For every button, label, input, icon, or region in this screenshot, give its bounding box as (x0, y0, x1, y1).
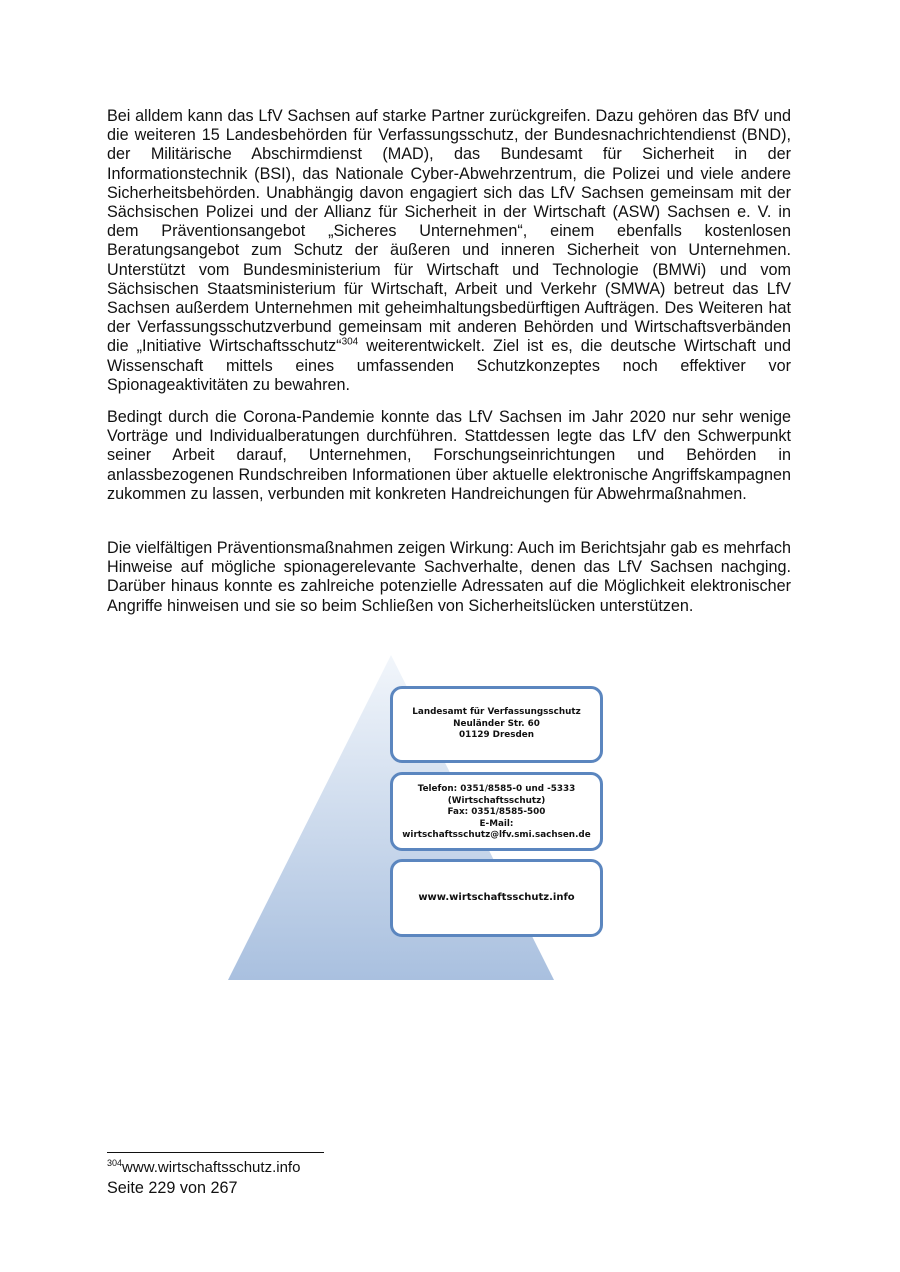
paragraph-prevention-effect: Die vielfältigen Präventionsmaßnahmen zeigen Wirkung: Auch im Berichtsjahr gab es mehrfach Hinweise auf mögliche spionagerelevante Sachverhalte, denen das LfV Sachsen nachging. Darüber hinaus konnte es zahlreiche potenzielle Adressaten auf die Möglichkeit elektronischer Angriffe hinweisen und sie so beim Schließen von Sicherheitslücken unterstützen. (107, 539, 791, 615)
phone-note: (Wirtschaftsschutz) (447, 795, 546, 806)
address-box (390, 686, 603, 763)
paragraph-partners (107, 107, 791, 395)
footnote-link[interactable]: www.wirtschaftsschutz.info (122, 1159, 301, 1176)
page-number: Seite 229 von 267 (107, 1179, 238, 1197)
address-line: 01129 Dresden (458, 730, 535, 741)
footnote-reference[interactable]: 304 (341, 337, 359, 349)
phone-line: Telefon: 0351/8585-0 und -5333 (417, 784, 576, 794)
fax-line: Fax: 0351/8585-500 (447, 807, 546, 817)
paragraph-partners-text: Bei alldem kann das LfV Sachsen auf starke Partner zurückgreifen. Dazu gehören das BfV und die weiteren 15 Landesbehörden für Verfassungsschutz, der Bundesnachrichtendienst (BND), der Militärische Abschirmdienst (MAD), das Bundesamt für Sicherheit in der Informationstechnik (BSI), das Nationale Cyber-Abwehrzentrum, die Polizei und viele andere Sicherheitsbehörden. Unabhängig davon engagiert sich das LfV Sachsen gemeinsam mit der Sächsischen Polizei und der Allianz für Sicherheit in der Wirtschaft (ASW) Sachsen e. V. in dem Präventionsangebot „Sicheres Unternehmen“, einem ebenfalls kostenlosen Beratungsangebot zum Schutz der äußeren und inneren Sicherheit von Unternehmen. Unterstützt vom Bundesministerium für Wirtschaft und Technologie (BMWi) und vom Sächsischen Staatsministerium für Wirtschaft, Arbeit und Verkehr (SMWA) betreut das LfV Sachsen außerdem Unternehmen mit geheimhaltungsbedürftigen Aufträgen. Des Weiteren hat der Verfassungsschutzverbund gemeinsam mit anderen Behörden und Wirtschaftsverbänden die „Initiative Wirtschaftsschutz“ (107, 107, 791, 356)
address-line: Neuländer Str. 60 (453, 718, 540, 729)
email-address[interactable]: wirtschaftsschutz@lfv.smi.sachsen.de (402, 830, 591, 840)
address-line: Landesamt für Verfassungsschutz (412, 707, 581, 718)
footnote (107, 1159, 300, 1176)
paragraph-corona: Bedingt durch die Corona-Pandemie konnte das LfV Sachsen im Jahr 2020 nur sehr wenige Vorträge und Individualberatungen durchführen. Stattdessen legte das LfV den Schwerpunkt seiner Arbeit darauf, Unternehmen, Forschungseinrichtungen und Behörden in anlassbezogenen Rundschreiben Informationen über aktuelle elektronische Angriffskampagnen zukommen zu lassen, verbunden mit konkreten Handreichungen für Abwehrmaßnahmen. (107, 408, 791, 503)
footnote-number: 304 (107, 1158, 123, 1168)
paragraph-partners-text-end: weiterentwickelt. Ziel ist es, die deutsche Wirtschaft und Wissenschaft mittels eines umfassenden Schutzkonzeptes noch effektiver vor Spionageaktivitäten zu bewahren. (107, 337, 791, 394)
contact-box (390, 772, 603, 851)
website-box (390, 859, 603, 937)
email-label: E-Mail: (479, 818, 514, 829)
website-link[interactable]: www.wirtschaftsschutz.info (418, 892, 575, 904)
footnote-separator (107, 1152, 324, 1153)
